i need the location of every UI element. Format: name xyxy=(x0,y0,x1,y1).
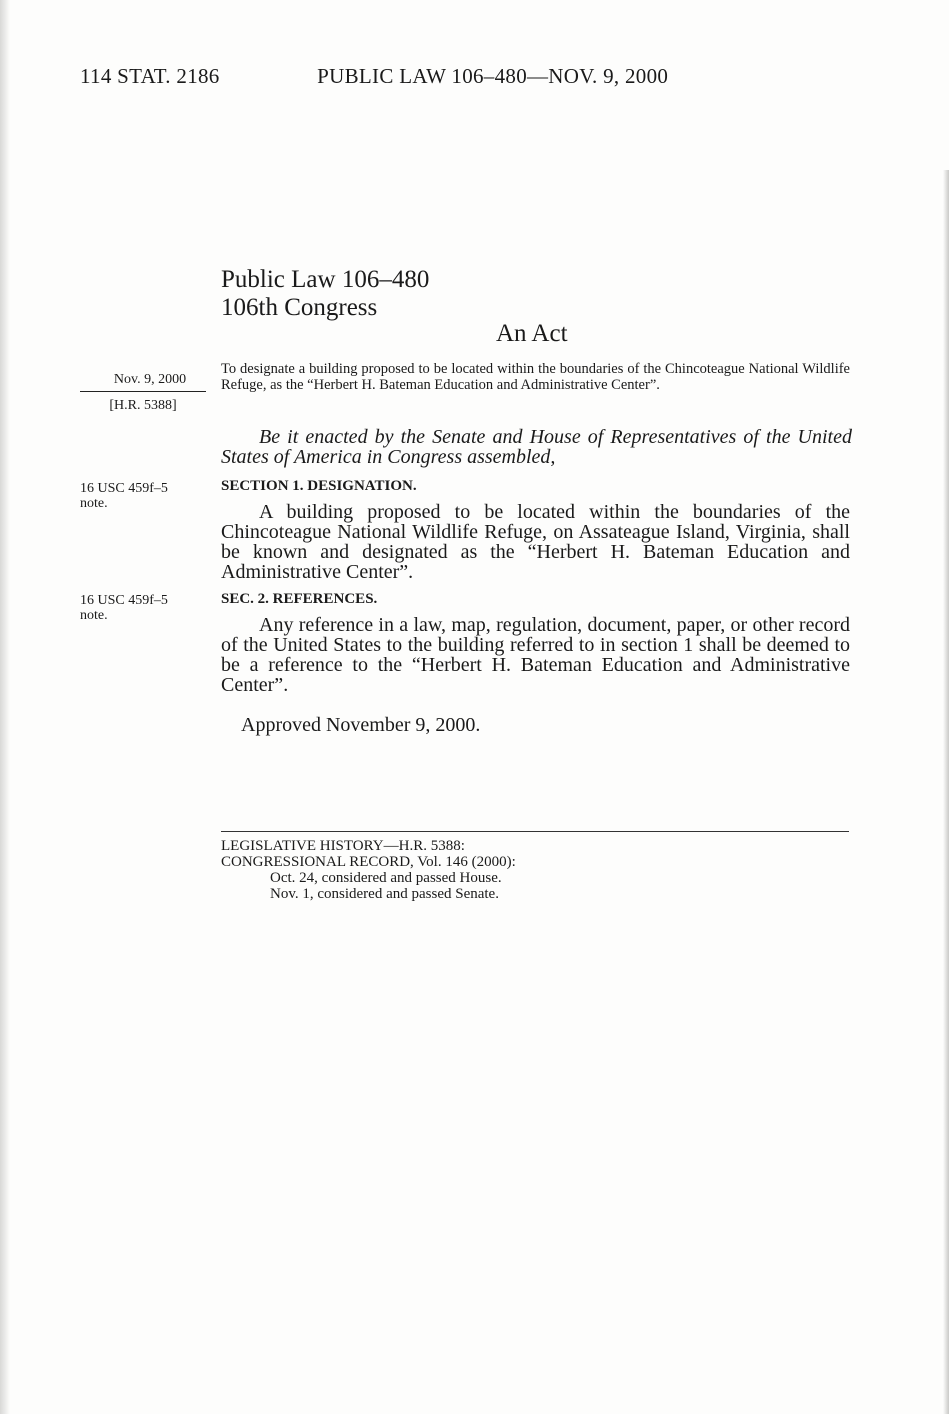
margin-note xyxy=(80,481,206,511)
usc-citation: 16 USC 459f–5 xyxy=(80,593,168,608)
page-reference: 114 STAT. 2186 xyxy=(80,64,220,88)
history-entry: Nov. 1, considered and passed Senate. xyxy=(270,886,499,902)
page-edge-shadow-right xyxy=(943,170,949,1414)
congressional-record: CONGRESSIONAL RECORD, Vol. 146 (2000): xyxy=(221,854,516,870)
history-divider xyxy=(221,831,849,832)
history-entry: Oct. 24, considered and passed House. xyxy=(270,870,502,886)
section-heading: SECTION 1. DESIGNATION. xyxy=(221,478,417,494)
usc-citation-suffix: note. xyxy=(80,496,108,511)
section-heading: SEC. 2. REFERENCES. xyxy=(221,591,378,607)
running-head xyxy=(80,64,668,89)
congress-number: 106th Congress xyxy=(221,294,378,321)
page-edge-shadow xyxy=(0,0,10,1414)
history-heading: LEGISLATIVE HISTORY—H.R. 5388: xyxy=(221,838,465,854)
margin-date-block xyxy=(80,370,206,415)
usc-citation-suffix: note. xyxy=(80,608,108,623)
law-reference: PUBLIC LAW 106–480—NOV. 9, 2000 xyxy=(317,64,669,88)
section-text: Any reference in a law, map, regulation, document, paper, or other record of the United States to the building referred to in section 1 shall be deemed to be a reference to the “Herbert H. Bateman Education and Administrative Center”. xyxy=(221,614,850,696)
legislative-history xyxy=(221,838,516,902)
usc-citation: 16 USC 459f–5 xyxy=(80,481,168,496)
bill-number: [H.R. 5388] xyxy=(109,398,177,413)
act-purpose: To designate a building proposed to be located within the boundaries of the Chincoteague National Wildlife Refuge, as the “Herbert H. Bateman Education and Administrative Center”. xyxy=(221,361,850,393)
section-text: A building proposed to be located within the boundaries of the Chincoteague National Wildlife Refuge, on Assateague Island, Virginia, shall be known and designated as the “Herbert H. Bateman Education and Administrative Center”. xyxy=(221,501,850,583)
law-title-block xyxy=(221,266,429,322)
margin-note xyxy=(80,593,206,623)
enactment-date: Nov. 9, 2000 xyxy=(80,370,206,392)
law-number: Public Law 106–480 xyxy=(221,266,430,293)
act-heading: An Act xyxy=(496,320,568,347)
enacting-clause: Be it enacted by the Senate and House of Representatives of the United States of America in Congress assembled, xyxy=(221,426,852,468)
approval-line: Approved November 9, 2000. xyxy=(241,714,481,736)
